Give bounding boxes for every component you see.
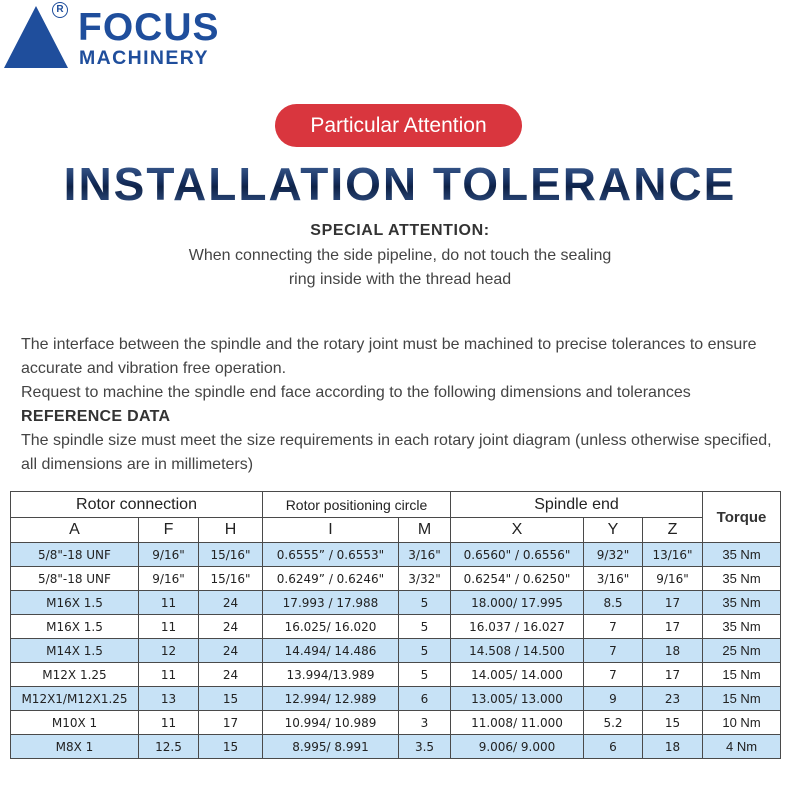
table-cell-h: 15 (199, 687, 263, 711)
description-block (21, 333, 791, 477)
table-cell-f: 11 (139, 711, 199, 735)
table-cell-z: 18 (643, 639, 703, 663)
rotor-connection-header: Rotor connection (11, 492, 263, 518)
table-cell-y: 7 (584, 639, 643, 663)
table-cell-a: M12X 1.25 (11, 663, 139, 687)
table-cell-i: 0.6249” / 0.6246" (263, 567, 399, 591)
table-cell-x: 14.508 / 14.500 (451, 639, 584, 663)
brand-subname: MACHINERY (79, 47, 209, 69)
table-cell-z: 17 (643, 615, 703, 639)
table-cell-h: 24 (199, 639, 263, 663)
table-row (11, 663, 781, 687)
table-cell-h: 15/16" (199, 567, 263, 591)
column-header-a: A (11, 518, 139, 543)
special-attention-line: When connecting the side pipeline, do not touch the sealing (188, 247, 612, 264)
table-cell-y: 9 (584, 687, 643, 711)
table-cell-torque: 25 Nm (703, 639, 781, 663)
column-header-f: F (139, 518, 199, 543)
table-cell-f: 9/16" (139, 567, 199, 591)
column-header-h: H (199, 518, 263, 543)
table-cell-z: 9/16" (643, 567, 703, 591)
table-cell-f: 11 (139, 591, 199, 615)
table-cell-y: 5.2 (584, 711, 643, 735)
registered-mark-icon: R (52, 2, 68, 18)
table-cell-i: 13.994/13.989 (263, 663, 399, 687)
column-header-m: M (399, 518, 451, 543)
table-cell-m: 5 (399, 615, 451, 639)
table-cell-x: 18.000/ 17.995 (451, 591, 584, 615)
table-cell-f: 11 (139, 615, 199, 639)
table-cell-f: 9/16" (139, 543, 199, 567)
table-cell-m: 5 (399, 591, 451, 615)
brand-logo (0, 0, 260, 80)
table-cell-x: 9.006/ 9.000 (451, 735, 584, 759)
table-cell-y: 7 (584, 615, 643, 639)
table-cell-z: 15 (643, 711, 703, 735)
spindle-end-header: Spindle end (451, 492, 703, 518)
table-cell-x: 11.008/ 11.000 (451, 711, 584, 735)
table-cell-z: 17 (643, 663, 703, 687)
description-paragraph: Request to machine the spindle end face according to the following dimensions and tolerances (21, 384, 691, 401)
column-header-z: Z (643, 518, 703, 543)
table-row (11, 711, 781, 735)
tolerance-table (10, 491, 781, 759)
table-cell-torque: 10 Nm (703, 711, 781, 735)
table-cell-m: 3.5 (399, 735, 451, 759)
table-cell-h: 24 (199, 663, 263, 687)
table-cell-f: 11 (139, 663, 199, 687)
table-cell-a: 5/8"-18 UNF (11, 543, 139, 567)
table-cell-z: 18 (643, 735, 703, 759)
table-cell-i: 17.993 / 17.988 (263, 591, 399, 615)
table-cell-torque: 35 Nm (703, 591, 781, 615)
table-cell-torque: 4 Nm (703, 735, 781, 759)
table-cell-i: 12.994/ 12.989 (263, 687, 399, 711)
special-attention-heading: SPECIAL ATTENTION: (310, 222, 490, 239)
table-cell-x: 0.6560" / 0.6556" (451, 543, 584, 567)
column-header-y: Y (584, 518, 643, 543)
table-row (11, 591, 781, 615)
table-cell-m: 5 (399, 663, 451, 687)
table-cell-m: 3/32" (399, 567, 451, 591)
table-cell-z: 17 (643, 591, 703, 615)
table-cell-h: 15 (199, 735, 263, 759)
table-cell-y: 9/32" (584, 543, 643, 567)
reference-data-heading: REFERENCE DATA (21, 408, 171, 425)
table-cell-h: 17 (199, 711, 263, 735)
table-cell-z: 23 (643, 687, 703, 711)
table-cell-a: M8X 1 (11, 735, 139, 759)
table-cell-m: 3/16" (399, 543, 451, 567)
table-row (11, 567, 781, 591)
table-cell-a: M12X1/M12X1.25 (11, 687, 139, 711)
table-row (11, 543, 781, 567)
table-cell-torque: 35 Nm (703, 567, 781, 591)
table-row (11, 639, 781, 663)
description-paragraph: The spindle size must meet the size requirements in each rotary joint diagram (unless otherwise specified, all dimensions are in millimeters) (21, 432, 772, 473)
table-row (11, 735, 781, 759)
table-cell-y: 6 (584, 735, 643, 759)
brand-name: FOCUS (78, 6, 220, 49)
column-header-i: I (263, 518, 399, 543)
table-body (11, 543, 781, 759)
table-cell-h: 15/16" (199, 543, 263, 567)
table-cell-y: 3/16" (584, 567, 643, 591)
table-cell-f: 12.5 (139, 735, 199, 759)
table-cell-a: M16X 1.5 (11, 591, 139, 615)
table-cell-torque: 35 Nm (703, 615, 781, 639)
table-cell-i: 16.025/ 16.020 (263, 615, 399, 639)
table-row (11, 615, 781, 639)
table-cell-a: 5/8"-18 UNF (11, 567, 139, 591)
special-attention-text (0, 244, 800, 292)
table-cell-i: 14.494/ 14.486 (263, 639, 399, 663)
torque-header: Torque (703, 492, 781, 543)
table-cell-torque: 35 Nm (703, 543, 781, 567)
table-cell-x: 14.005/ 14.000 (451, 663, 584, 687)
table-cell-h: 24 (199, 591, 263, 615)
special-attention-line: ring inside with the thread head (288, 271, 512, 288)
table-cell-f: 12 (139, 639, 199, 663)
table-cell-a: M14X 1.5 (11, 639, 139, 663)
description-paragraph: The interface between the spindle and the rotary joint must be machined to precise tolerances to ensure accurate and vibration free operation. (21, 336, 757, 377)
table-cell-torque: 15 Nm (703, 687, 781, 711)
table-cell-f: 13 (139, 687, 199, 711)
table-cell-x: 13.005/ 13.000 (451, 687, 584, 711)
table-cell-x: 0.6254" / 0.6250" (451, 567, 584, 591)
table-cell-i: 0.6555” / 0.6553" (263, 543, 399, 567)
table-cell-a: M16X 1.5 (11, 615, 139, 639)
page-title: INSTALLATION TOLERANCE (0, 156, 800, 212)
table-cell-m: 3 (399, 711, 451, 735)
rotor-positioning-header: Rotor positioning circle (263, 492, 451, 518)
table-cell-x: 16.037 / 16.027 (451, 615, 584, 639)
table-cell-z: 13/16" (643, 543, 703, 567)
table-cell-y: 7 (584, 663, 643, 687)
table-cell-a: M10X 1 (11, 711, 139, 735)
table-cell-y: 8.5 (584, 591, 643, 615)
table-row (11, 687, 781, 711)
table-cell-m: 5 (399, 639, 451, 663)
column-header-x: X (451, 518, 584, 543)
table-cell-m: 6 (399, 687, 451, 711)
table-cell-i: 8.995/ 8.991 (263, 735, 399, 759)
table-cell-torque: 15 Nm (703, 663, 781, 687)
table-cell-i: 10.994/ 10.989 (263, 711, 399, 735)
particular-attention-badge: Particular Attention (275, 104, 522, 147)
table-cell-h: 24 (199, 615, 263, 639)
